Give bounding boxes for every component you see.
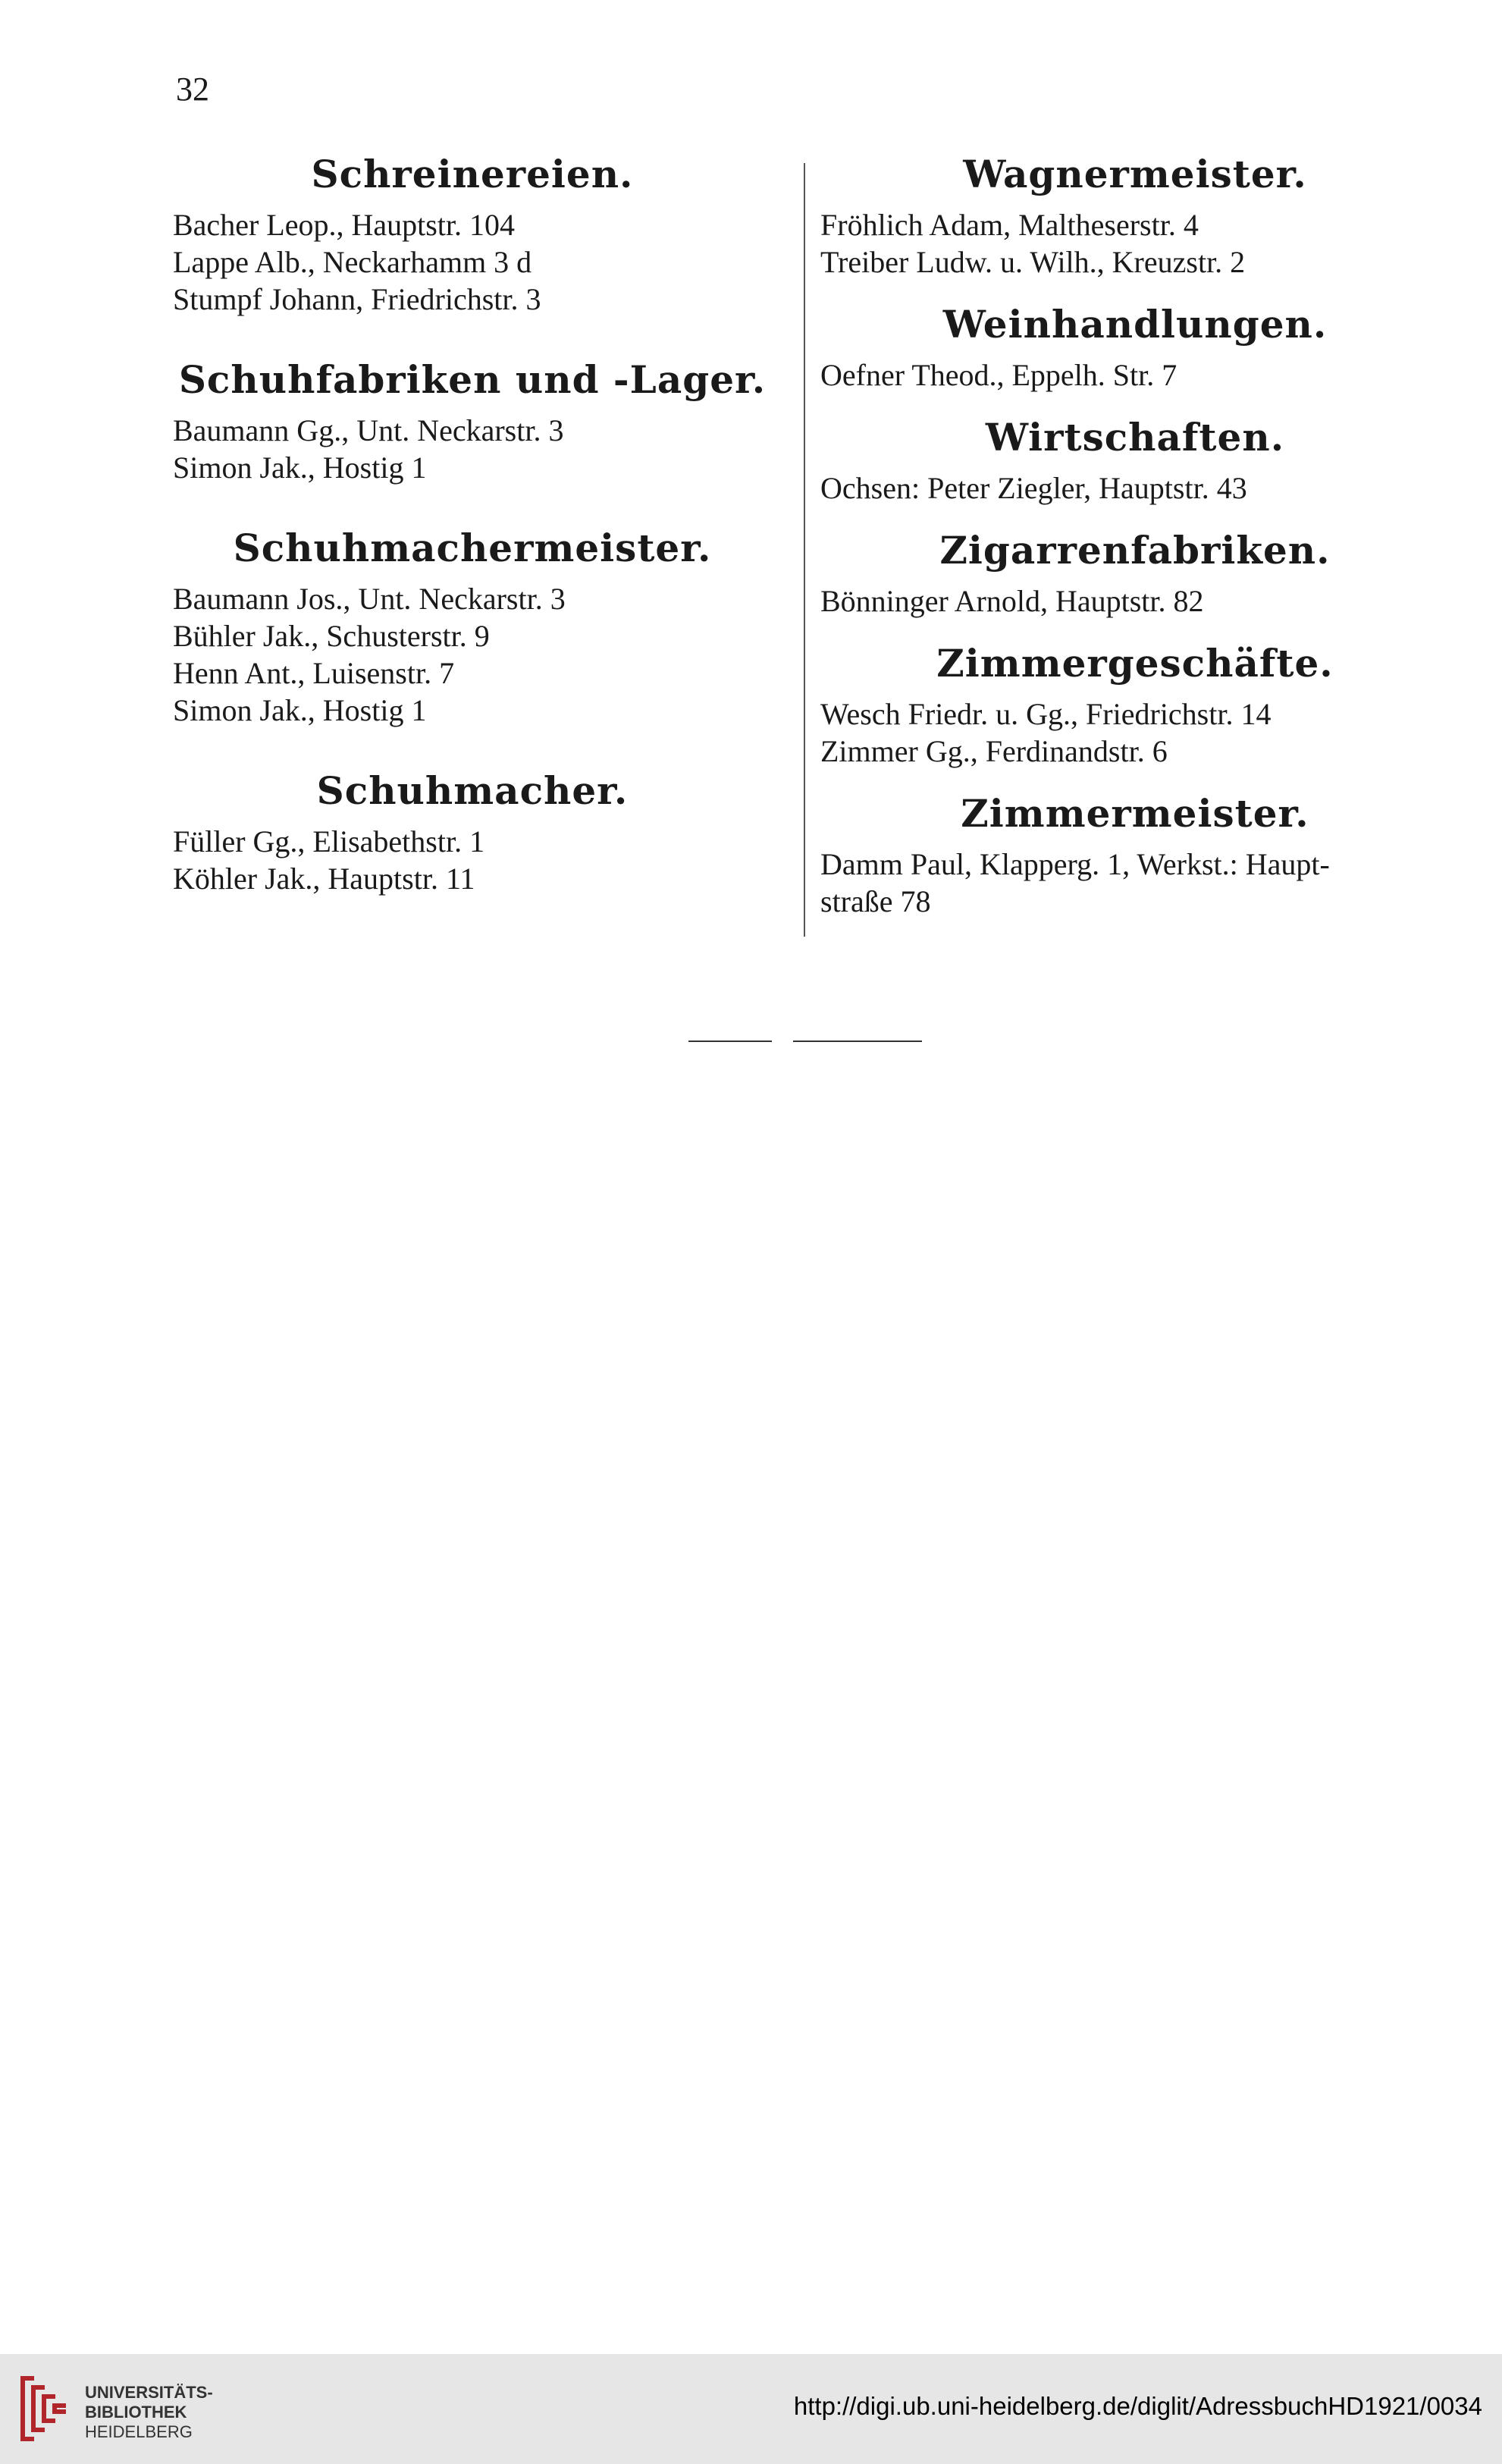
section-spacer bbox=[820, 281, 1450, 302]
directory-entry: Fröhlich Adam, Maltheserstr. 4 bbox=[820, 208, 1199, 242]
directory-section bbox=[173, 526, 772, 729]
section-spacer bbox=[820, 620, 1450, 641]
section-spacer bbox=[820, 770, 1450, 791]
section-heading: Schuhmacher. bbox=[316, 768, 629, 813]
section-heading: Weinhandlungen. bbox=[942, 302, 1328, 347]
directory-section bbox=[820, 415, 1450, 507]
directory-section bbox=[173, 357, 772, 486]
directory-section bbox=[820, 302, 1450, 394]
section-heading: Schreinereien. bbox=[311, 152, 634, 196]
section-heading: Wirtschaften. bbox=[985, 415, 1285, 460]
directory-entry: Bühler Jak., Schusterstr. 9 bbox=[173, 619, 490, 653]
directory-section bbox=[820, 641, 1450, 770]
directory-entry: Damm Paul, Klapperg. 1, Werkst.: Haupt- bbox=[820, 847, 1330, 881]
column-divider bbox=[804, 163, 805, 937]
directory-entry: Ochsen: Peter Ziegler, Hauptstr. 43 bbox=[820, 471, 1247, 505]
section-spacer bbox=[820, 394, 1450, 415]
directory-entry: Treiber Ludw. u. Wilh., Kreuzstr. 2 bbox=[820, 245, 1246, 279]
directory-entry: Lappe Alb., Neckarhamm 3 d bbox=[173, 245, 532, 279]
directory-section bbox=[820, 152, 1450, 281]
directory-entry: Simon Jak., Hostig 1 bbox=[173, 450, 427, 485]
directory-section bbox=[820, 791, 1450, 920]
section-heading: Schuhmachermeister. bbox=[233, 526, 712, 570]
section-heading: Zigarrenfabriken. bbox=[939, 528, 1331, 573]
end-rule bbox=[688, 1041, 772, 1042]
end-rule bbox=[793, 1041, 922, 1042]
directory-section bbox=[820, 528, 1450, 620]
institution-line: UNIVERSITÄTS- bbox=[85, 2383, 213, 2402]
directory-entry: Baumann Gg., Unt. Neckarstr. 3 bbox=[173, 413, 564, 447]
page-number: 32 bbox=[176, 71, 209, 108]
footer-bar bbox=[0, 2354, 1502, 2464]
section-heading: Zimmergeschäfte. bbox=[936, 641, 1334, 686]
directory-entry: Wesch Friedr. u. Gg., Friedrichstr. 14 bbox=[820, 697, 1272, 731]
section-spacer bbox=[173, 486, 772, 526]
directory-entry: Baumann Jos., Unt. Neckarstr. 3 bbox=[173, 582, 566, 616]
section-heading: Wagnermeister. bbox=[963, 152, 1307, 196]
institution-name bbox=[85, 2383, 213, 2442]
directory-entry: Simon Jak., Hostig 1 bbox=[173, 693, 427, 727]
section-spacer bbox=[173, 318, 772, 357]
directory-entry: Stumpf Johann, Friedrichstr. 3 bbox=[173, 282, 541, 316]
directory-entry: Zimmer Gg., Ferdinandstr. 6 bbox=[820, 734, 1168, 768]
institution-line: BIBLIOTHEK bbox=[85, 2403, 187, 2422]
directory-entry: Bönninger Arnold, Hauptstr. 82 bbox=[820, 584, 1204, 618]
section-spacer bbox=[173, 729, 772, 768]
institution-line: HEIDELBERG bbox=[85, 2422, 193, 2441]
library-logo-icon[interactable] bbox=[17, 2372, 70, 2445]
directory-entry: Henn Ant., Luisenstr. 7 bbox=[173, 656, 455, 690]
directory-entry: Köhler Jak., Hauptstr. 11 bbox=[173, 862, 475, 896]
left-column bbox=[173, 152, 772, 897]
source-url-link[interactable]: http://digi.ub.uni-heidelberg.de/diglit/AdressbuchHD1921/0034 bbox=[793, 2392, 1482, 2420]
section-heading: Zimmermeister. bbox=[961, 791, 1309, 836]
section-heading: Schuhfabriken und -Lager. bbox=[178, 357, 767, 402]
right-column bbox=[820, 152, 1450, 920]
section-spacer bbox=[820, 507, 1450, 528]
directory-entry: Oefner Theod., Eppelh. Str. 7 bbox=[820, 358, 1177, 392]
directory-section bbox=[173, 768, 772, 897]
directory-entry: straße 78 bbox=[820, 884, 931, 918]
directory-entry: Bacher Leop., Hauptstr. 104 bbox=[173, 208, 515, 242]
directory-entry: Füller Gg., Elisabethstr. 1 bbox=[173, 824, 485, 858]
directory-section bbox=[173, 152, 772, 318]
